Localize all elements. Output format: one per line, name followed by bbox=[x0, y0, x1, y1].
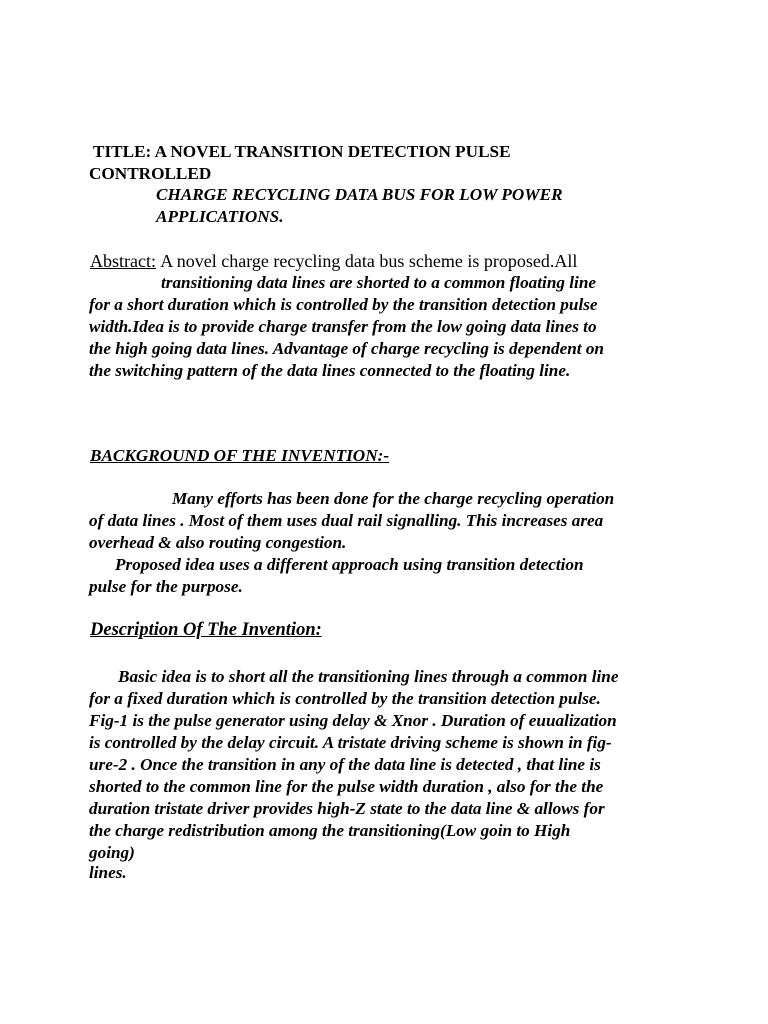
description-line: shorted to the common line for the pulse width duration , also for the the bbox=[89, 777, 604, 796]
title-line-4: APPLICATIONS. bbox=[156, 207, 284, 226]
title-line-1: TITLE: A NOVEL TRANSITION DETECTION PULSE bbox=[93, 142, 511, 161]
description-line: Fig-1 is the pulse generator using delay & Xnor . Duration of euualization bbox=[89, 711, 617, 730]
background-line: Proposed idea uses a different approach using transition detection bbox=[115, 555, 584, 574]
title-line-2: CONTROLLED bbox=[89, 164, 212, 183]
background-heading: BACKGROUND OF THE INVENTION:- bbox=[90, 446, 390, 465]
abstract-line: width.Idea is to provide charge transfer from the low going data lines to bbox=[89, 317, 597, 336]
description-line: going) bbox=[89, 843, 135, 862]
abstract-line: for a short duration which is controlled by the transition detection pulse bbox=[89, 295, 598, 314]
abstract-lead: A novel charge recycling data bus scheme is proposed.All bbox=[160, 251, 578, 271]
abstract-first-line bbox=[90, 250, 577, 273]
description-line: duration tristate driver provides high-Z state to the data line & allows for bbox=[89, 799, 605, 818]
title-line-3: CHARGE RECYCLING DATA BUS FOR LOW POWER bbox=[156, 185, 563, 204]
background-line: Many efforts has been done for the charge recycling operation bbox=[172, 489, 615, 508]
description-line: Basic idea is to short all the transitioning lines through a common line bbox=[118, 667, 619, 686]
abstract-line: the high going data lines. Advantage of charge recycling is dependent on bbox=[89, 339, 604, 358]
description-heading: Description Of The Invention: bbox=[90, 620, 322, 640]
description-line: is controlled by the delay circuit. A tristate driving scheme is shown in fig- bbox=[89, 733, 612, 752]
background-line: overhead & also routing congestion. bbox=[89, 533, 347, 552]
description-line: lines. bbox=[89, 863, 127, 882]
abstract-line: transitioning data lines are shorted to a common floating line bbox=[161, 273, 597, 292]
background-line: of data lines . Most of them uses dual rail signalling. This increases area bbox=[89, 511, 604, 530]
description-line: for a fixed duration which is controlled by the transition detection pulse. bbox=[89, 689, 601, 708]
abstract-line: the switching pattern of the data lines connected to the floating line. bbox=[89, 361, 571, 380]
abstract-label: Abstract: bbox=[90, 251, 156, 271]
description-line: ure-2 . Once the transition in any of the data line is detected , that line is bbox=[89, 755, 601, 774]
description-line: the charge redistribution among the transitioning(Low goin to High bbox=[89, 821, 571, 840]
background-line: pulse for the purpose. bbox=[89, 577, 243, 596]
